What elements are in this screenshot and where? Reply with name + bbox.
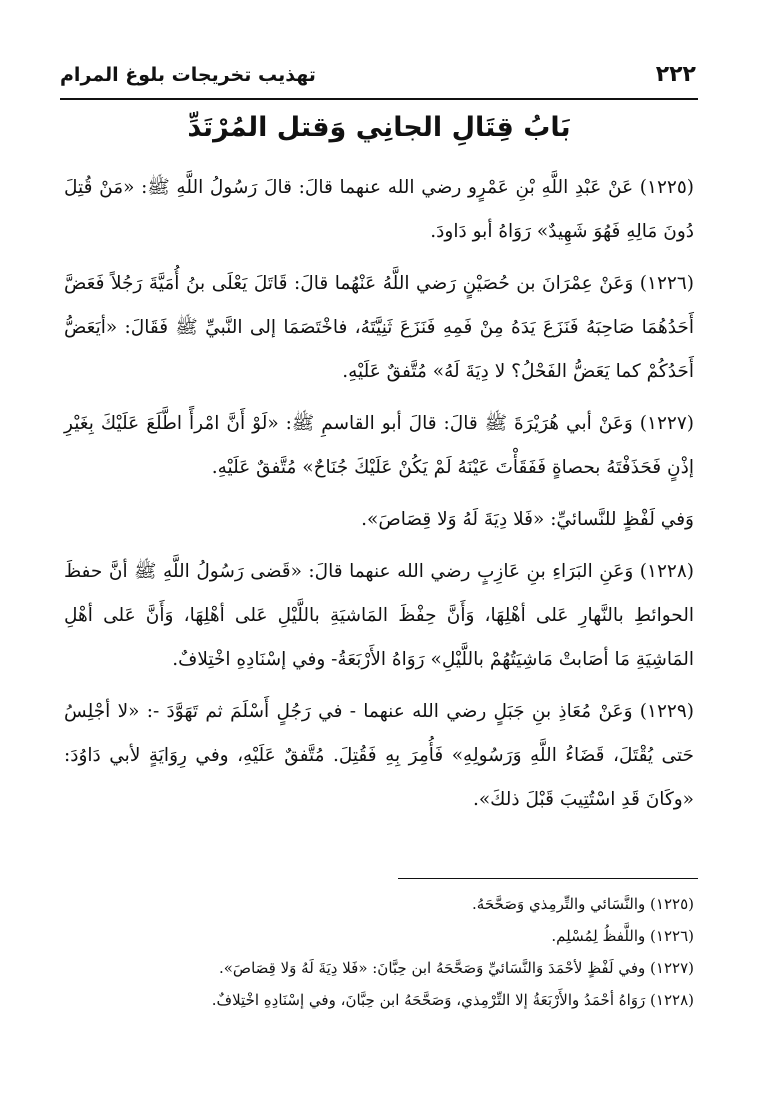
book-title: تهذيب تخريجات بلوغ المرام — [60, 64, 316, 86]
chapter-title: بَابُ قِتَالِ الجانِي وَقتل المُرْتَدِّ — [187, 112, 571, 143]
hadith-1228: (١٢٢٨) وَعَنِ البَرَاءِ بنِ عَازِبٍ رضي الله عنهما قالَ: «قَضى رَسُولُ اللَّهِ ﷺ أنَّ حفظَ الحوائطِ بالنَّهارِ عَلى أهْلِهَا، وَأَنَّ حِفْظَ المَاشيَةِ باللَّيْلِ عَلى أهْلِهَا، وَأَنَّ عَلى أهْلِ المَاشِيَةِ مَا أصَابتْ مَاشِيَتُهُمْ باللَّيْلِ» رَوَاهُ الأَرْبَعَةُ- وفي إسْنَادِهِ اخْتِلافٌ. — [64, 561, 694, 670]
footnote-1225: (١٢٢٥) والنَّسَائي والتِّرمِذي وَصَحَّحَهُ. — [472, 895, 694, 913]
hadith-text-body — [64, 166, 694, 830]
page-number: ٢٢٢ — [655, 62, 696, 87]
hadith-1227: (١٢٢٧) وَعَنْ أبي هُرَيْرَةَ ﷺ قالَ: قالَ أبو القاسمِ ﷺ: «لَوْ أَنَّ امْرأً اطَّلَعَ عَلَيْكَ بِغَيْرِ إذْنٍ فَحَذَفْتَهُ بحصاةٍ فَفَقَأْتَ عَيْنَهُ لَمْ يَكُنْ عَلَيْكَ جُنَاحٌ» مُتَّفقٌ عَلَيْهِ. — [64, 413, 694, 478]
hadith-1227-variant: وَفي لَفْظٍ للنَّسائيِّ: «فَلا دِيَةَ لَهُ وَلا قِصَاصَ». — [361, 509, 694, 530]
footnote-1228: (١٢٢٨) رَوَاهُ أحْمَدُ والأَرْبَعَةُ إلا التِّرْمِذي، وَصَحَّحَهُ ابن حِبَّانَ، وفي إسْنَادِهِ اخْتِلافٌ. — [211, 991, 694, 1009]
footnotes — [64, 888, 694, 1016]
footnote-1227: (١٢٢٧) وفي لَفْظٍ لأحْمَدَ وَالنَّسَائيِّ وَصَحَّحَهُ ابن حِبَّانَ: «فَلا دِيَةَ لَهُ وَلا قِصَاصَ». — [218, 959, 694, 977]
hadith-1229: (١٢٢٩) وَعَنْ مُعَاذِ بنِ جَبَلٍ رضي الله عنهما - في رَجُلٍ أَسْلَمَ ثم تَهَوَّدَ -: «لا أجْلِسُ حَتى يُقْتَلَ، قَضَاءُ اللَّهِ وَرَسُولِهِ» فَأُمِرَ بِهِ فَقُتِلَ. مُتَّفقٌ عَلَيْهِ، وفي رِوَايَةٍ لأبي دَاوُدَ: «وكَانَ قَدِ اسْتُتِيبَ قَبْلَ ذلكَ». — [64, 701, 694, 810]
running-header — [60, 58, 698, 96]
header-divider — [60, 98, 698, 100]
hadith-1226: (١٢٢٦) وَعَنْ عِمْرَانَ بن حُصَيْنٍ رَضي اللَّهُ عَنْهُما قالَ: قَاتَلَ يَعْلَى بنُ أُمَيَّةَ رَجُلاً فَعَضَّ أَحَدُهُمَا صَاحِبَهُ فَنَزَعَ يَدَهُ مِنْ فَمِهِ فَنَزَعَ ثَنِيَّتَهُ، فاخْتَصَمَا إلى النَّبيِّ ﷺ فَقَالَ: «أيَعَضُّ أَحَدُكُمْ كما يَعَضُّ الفَحْلُ؟ لا دِيَةَ لَهُ» مُتَّفقٌ عَلَيْهِ. — [64, 273, 694, 382]
footnote-1226: (١٢٢٦) واللَّفظُ لِمُسْلِم. — [551, 927, 694, 945]
footnote-separator — [398, 878, 698, 879]
hadith-1225: (١٢٢٥) عَنْ عَبْدِ اللَّهِ بْنِ عَمْرٍو رضي الله عنهما قالَ: قالَ رَسُولُ اللَّهِ ﷺ: «مَنْ قُتِلَ دُونَ مَالِهِ فَهُوَ شَهِيدٌ» رَوَاهُ أبو دَاودَ. — [64, 177, 694, 242]
